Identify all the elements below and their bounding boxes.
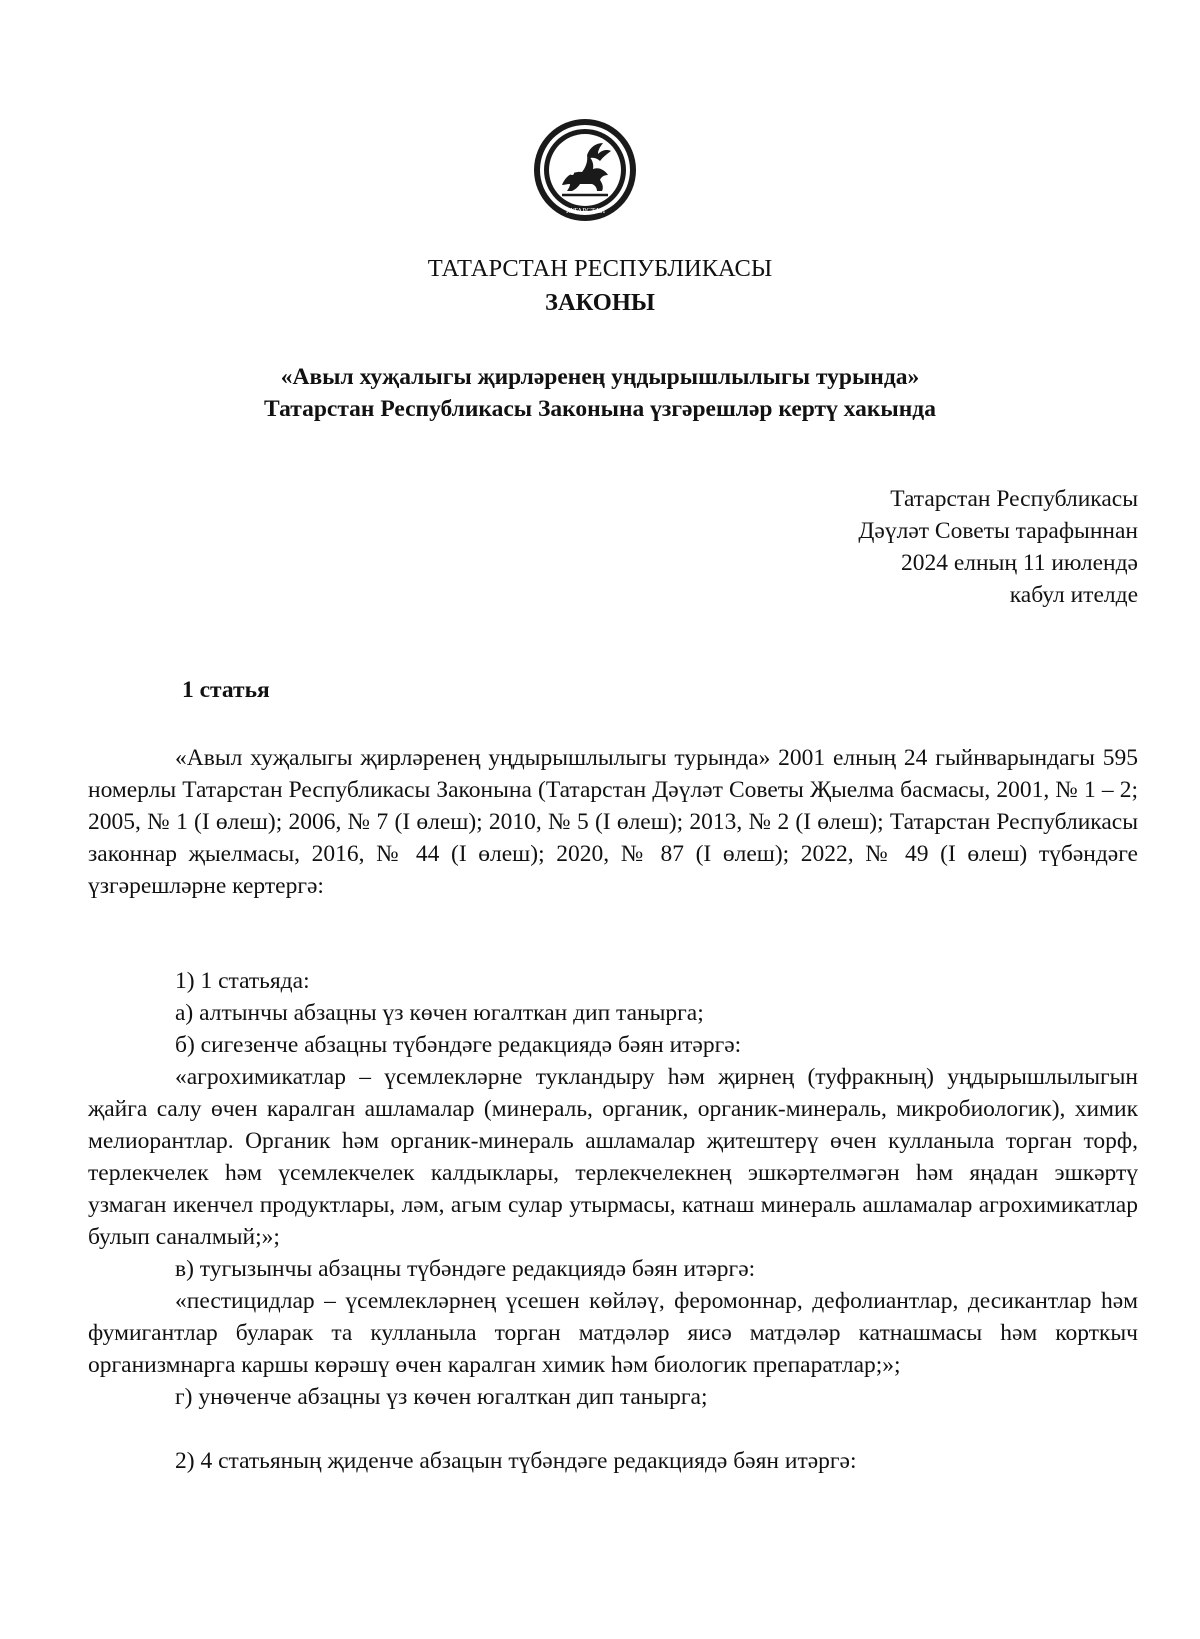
republic-heading: ТАТАРСТАН РЕСПУБЛИКАСЫ <box>427 255 773 282</box>
adoption-block <box>858 483 1138 611</box>
emblem-text: ТАТАРСТАН <box>564 207 606 215</box>
article-intro <box>88 742 1138 902</box>
article-items <box>88 965 1138 1477</box>
adoption-line-4: кабул ителде <box>1009 582 1138 608</box>
law-title-line-1: «Авыл хуҗалыгы җирләренең уңдырышлылыгы турында» <box>280 364 920 390</box>
item-paragraph: 1) 1 статьяда: <box>175 968 310 994</box>
intro-paragraph: «Авыл хуҗалыгы җирләренең уңдырышлылыгы турында» 2001 елның 24 гыйнварындагы 595 номерлы Татарстан Республикасы Законына (Татарстан Дәүләт Советы Җыелма басмасы, 2001, № 1 – 2; 2005, № 1 (I өлеш); 2006, № 7 (I өлеш); 2010, № 5 (I өлеш); 2013, № 2 (I өлеш); Татарстан Республикасы законнар җыелмасы, 2016, № 44 (I өлеш); 2020, № 87 (I өлеш); 2022, № 49 (I өлеш) түбәндәге үзгәрешләрне кертергә: <box>88 745 1138 899</box>
item-paragraph: «пестицидлар – үсемлекләрнең үсешен көйләү, феромоннар, дефолиантлар, десикантлар һәм фумигантлар буларак та кулланыла торган матдәләр яисә матдәләр катнашмасы һәм корткыч организмнарга каршы көрәшү өчен каралган химик һәм биологик препаратлар;»; <box>88 1288 1138 1378</box>
item-paragraph: в) тугызынчы абзацны түбәндәге редакциядә бәян итәргә: <box>175 1256 756 1282</box>
law-heading: ЗАКОНЫ <box>545 289 655 316</box>
spacer <box>88 1413 1138 1445</box>
item-paragraph: «агрохимикатлар – үсемлекләрне тукландыру һәм җирнең (туфракның) уңдырышлылыгын җайга салу өчен каралган ашламалар (минераль, органик, органик-минераль, микробиологик), химик мелиорантлар. Органик һәм органик-минераль ашламалар җитештерү өчен кулланыла торган торф, терлекчелек һәм үсемлекчелек калдыклары, терлекчелекнең эшкәртелмәгән һәм яңадан эшкәртү узмаган икенчел продуктлары, ләм, агым сулар утырмасы, катнаш минераль ашламалар агрохимикатлар булып саналмый;»; <box>88 1064 1138 1250</box>
item-paragraph: а) алтынчы абзацны үз көчен югалткан дип танырга; <box>175 1000 704 1026</box>
adoption-line-3: 2024 елның 11 июлендә <box>900 550 1138 576</box>
item-paragraph: 2) 4 статьяның җиденче абзацын түбәндәге редакциядә бәян итәргә: <box>175 1448 857 1474</box>
item-paragraph: б) сигезенче абзацны түбәндәге редакциядә бәян итәргә: <box>175 1032 742 1058</box>
tatarstan-emblem-icon <box>532 117 638 223</box>
law-title-line-2: Татарстан Республикасы Законына үзгәрешләр кертү хакында <box>264 396 936 422</box>
item-paragraph: г) унөченче абзацны үз көчен югалткан дип танырга; <box>175 1384 708 1410</box>
adoption-line-1: Татарстан Республикасы <box>890 486 1138 512</box>
adoption-line-2: Дәүләт Советы тарафыннан <box>858 518 1138 544</box>
law-title <box>0 361 1200 425</box>
article-title: 1 статья <box>182 677 270 703</box>
